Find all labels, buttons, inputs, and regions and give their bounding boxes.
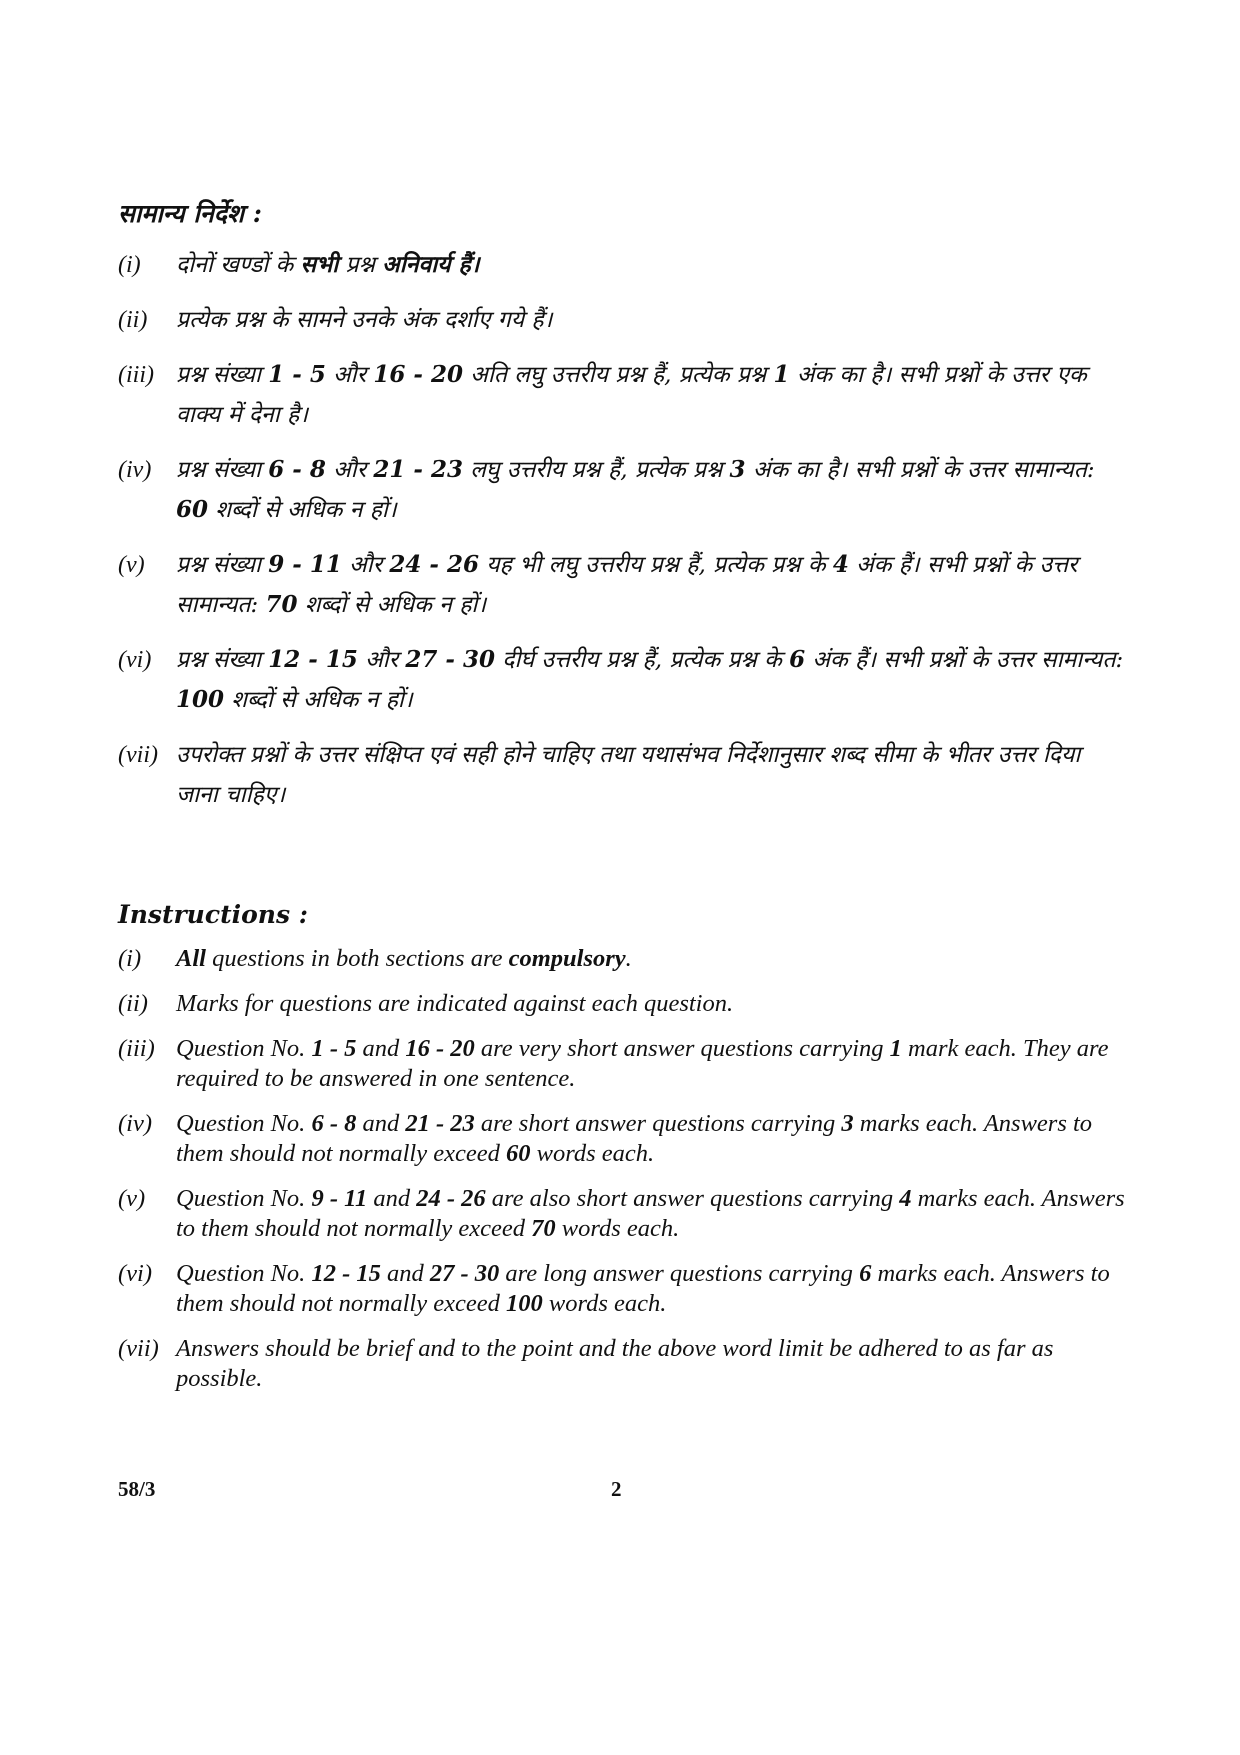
hindi-instruction-item: (ii) प्रत्येक प्रश्न के सामने उनके अंक दर्शाए गये हैं। xyxy=(118,300,1128,340)
hindi-heading: सामान्य निर्देश : xyxy=(118,199,262,228)
item-number: (v) xyxy=(118,1185,146,1212)
hindi-instructions xyxy=(118,196,1128,815)
item-number: (i) xyxy=(118,252,141,278)
english-instruction-item: (vii) Answers should be brief and to the point and the above word limit be adhered to as far as possible. xyxy=(118,1335,1054,1392)
english-heading: Instructions : xyxy=(118,900,308,929)
item-number: (iv) xyxy=(118,1110,152,1137)
item-number: (vii) xyxy=(118,742,158,768)
item-number: (vi) xyxy=(118,647,152,673)
item-number: (v) xyxy=(118,552,145,578)
item-number: (iii) xyxy=(118,1035,155,1062)
english-instruction-item: (iv) Question No. 6 - 8 and 21 - 23 are short answer questions carrying 3 marks each. Answers to them should not normally exceed 60 words each. xyxy=(118,1110,1093,1167)
hindi-instruction-item: (vi) प्रश्न संख्या 12 - 15 और 27 - 30 दीर्घ उत्तरीय प्रश्न हैं, प्रत्येक प्रश्न के 6 अंक हैं। सभी प्रश्नों के उत्तर सामान्यत: 100 शब्दों से अधिक न हों। xyxy=(118,640,1128,720)
hindi-instruction-item: (iii) प्रश्न संख्या 1 - 5 और 16 - 20 अति लघु उत्तरीय प्रश्न हैं, प्रत्येक प्रश्न 1 अंक का है। सभी प्रश्नों के उत्तर एक वाक्य में देना है। xyxy=(118,355,1128,435)
hindi-instruction-item: (i) दोनों खण्डों के सभी प्रश्न अनिवार्य हैं। xyxy=(118,245,1128,285)
item-number: (ii) xyxy=(118,990,148,1017)
hindi-instruction-item: (iv) प्रश्न संख्या 6 - 8 और 21 - 23 लघु उत्तरीय प्रश्न हैं, प्रत्येक प्रश्न 3 अंक का है। सभी प्रश्नों के उत्तर सामान्यत: 60 शब्दों से अधिक न हों। xyxy=(118,450,1128,530)
hindi-instruction-item: (vii) उपरोक्त प्रश्नों के उत्तर संक्षिप्त एवं सही होने चाहिए तथा यथासंभव निर्देशानुसार शब्द सीमा के भीतर उत्तर दिया जाना चाहिए। xyxy=(118,735,1128,815)
item-number: (iv) xyxy=(118,457,152,483)
item-number: (i) xyxy=(118,945,142,972)
item-number: (iii) xyxy=(118,362,154,388)
english-instruction-item: (i) All questions in both sections are compulsory. xyxy=(118,945,632,972)
english-instruction-item: (v) Question No. 9 - 11 and 24 - 26 are also short answer questions carrying 4 marks each. Answers to them should not normally exceed 70 words each. xyxy=(118,1185,1125,1242)
english-instruction-item: (ii) Marks for questions are indicated against each question. xyxy=(118,990,734,1017)
hindi-instruction-item: (v) प्रश्न संख्या 9 - 11 और 24 - 26 यह भी लघु उत्तरीय प्रश्न हैं, प्रत्येक प्रश्न के 4 अंक हैं। सभी प्रश्नों के उत्तर सामान्यत: 70 शब्दों से अधिक न हों। xyxy=(118,545,1128,625)
english-instructions xyxy=(118,900,1128,1394)
item-number: (vi) xyxy=(118,1260,152,1287)
english-instruction-item: (iii) Question No. 1 - 5 and 16 - 20 are very short answer questions carrying 1 mark each. They are required to be answered in one sentence. xyxy=(118,1035,1109,1092)
paper-code: 58/3 xyxy=(118,1477,156,1501)
item-number: (vii) xyxy=(118,1335,159,1362)
english-instruction-item: (vi) Question No. 12 - 15 and 27 - 30 are long answer questions carrying 6 marks each. Answers to them should not normally exceed 100 words each. xyxy=(118,1260,1110,1317)
page-number: 2 xyxy=(611,1477,622,1501)
item-number: (ii) xyxy=(118,307,148,333)
